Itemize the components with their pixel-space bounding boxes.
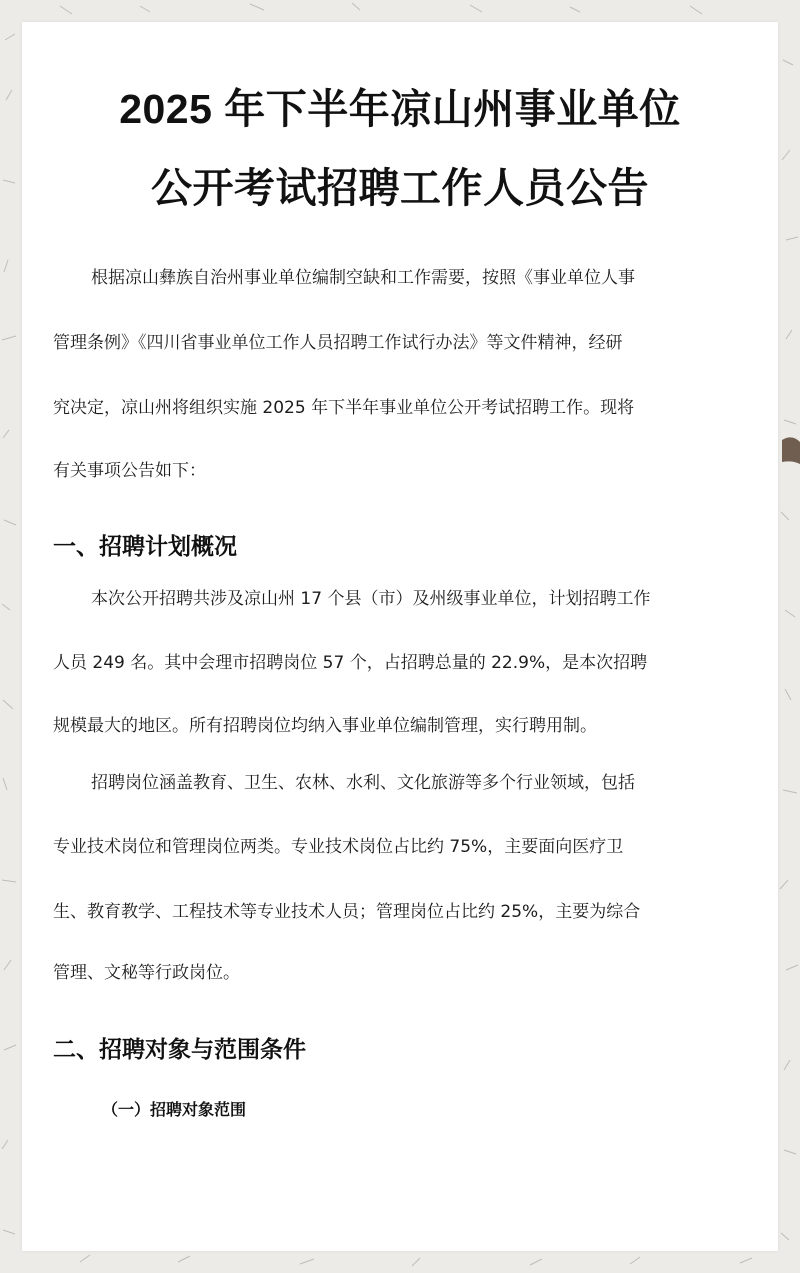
section1-paragraph1-line: 规模最大的地区。所有招聘岗位均纳入事业单位编制管理，实行聘用制。 (53, 716, 597, 736)
intro-line: 有关事项公告如下： (53, 461, 206, 481)
section1-paragraph2-line: 招聘岗位涵盖教育、卫生、农林、水利、文化旅游等多个行业领域，包括 (91, 773, 635, 793)
intro-line: 究决定，凉山州将组织实施 2025 年下半年事业单位公开考试招聘工作。现将 (53, 398, 635, 418)
intro-line: 根据凉山彝族自治州事业单位编制空缺和工作需要，按照《事业单位人事 (91, 268, 635, 288)
document-title-line-1: 2025 年下半年凉山州事业单位 (119, 86, 681, 132)
section1-paragraph1-line: 本次公开招聘共涉及凉山州 17 个县（市）及州级事业单位，计划招聘工作 (91, 589, 651, 609)
announcement-document (22, 22, 778, 1251)
intro-line: 管理条例》《四川省事业单位工作人员招聘工作试行办法》等文件精神，经研 (53, 333, 623, 353)
section1-paragraph1-line: 人员 249 名。其中会理市招聘岗位 57 个，占招聘总量的 22.9%，是本次招聘 (53, 653, 648, 673)
subsection-heading: （一）招聘对象范围 (102, 1100, 247, 1119)
section-heading-2: 二、招聘对象与范围条件 (53, 1037, 306, 1063)
document-title-line-2: 公开考试招聘工作人员公告 (151, 165, 649, 211)
section-heading-1: 一、招聘计划概况 (53, 534, 237, 560)
section1-paragraph2-line: 生、教育教学、工程技术等专业技术人员；管理岗位占比约 25%，主要为综合 (53, 902, 641, 922)
section1-paragraph2-line: 管理、文秘等行政岗位。 (53, 963, 240, 983)
section1-paragraph2-line: 专业技术岗位和管理岗位两类。专业技术岗位占比约 75%，主要面向医疗卫 (53, 837, 624, 857)
